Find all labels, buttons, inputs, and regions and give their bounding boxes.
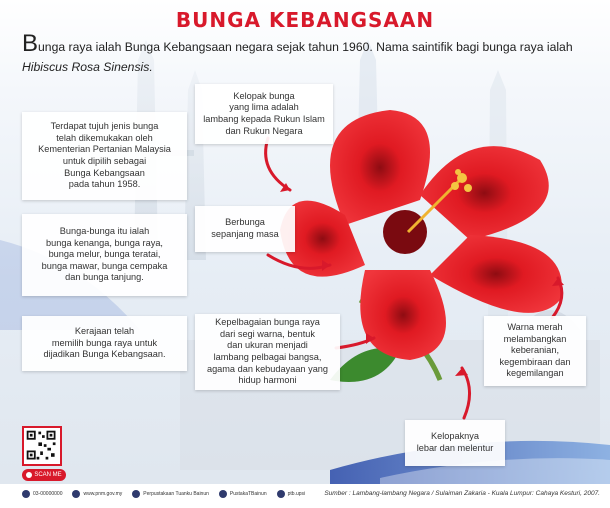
qr-code-icon[interactable]	[22, 426, 62, 466]
footer-website[interactable]: www.pnm.gov.my	[72, 490, 122, 498]
phone-icon	[22, 490, 30, 498]
intro-dropcap: B	[22, 30, 39, 57]
fact-box-government-choice: Kerajaan telah memilih bunga raya untuk dijadikan Bunga Kebangsaan.	[22, 316, 187, 371]
arrow-blooming	[268, 255, 330, 268]
source-citation: Sumber : Lambang-lambang Negara / Sulaiman Zakaria - Kuala Lumpur: Cahaya Kesturi, 2007.	[324, 490, 600, 497]
arrow-wide-petals	[462, 368, 470, 418]
intro-paragraph	[22, 30, 602, 77]
globe-icon	[72, 490, 80, 498]
footer-instagram[interactable]: ptb.upsi	[277, 490, 306, 498]
fact-box-blooming: Berbunga sepanjang masa	[195, 206, 295, 252]
page-title: BUNGA KEBANGSAAN	[175, 8, 435, 32]
fact-box-red-color: Warna merah melambangkan keberanian, kegembiraan dan kegemilangan	[484, 316, 586, 386]
arrow-petals	[266, 138, 290, 190]
scan-me-label: SCAN ME	[34, 472, 62, 478]
fact-box-wide-petals: Kelopaknya lebar dan melentur	[405, 420, 505, 466]
scan-icon	[26, 472, 32, 478]
qr-code-block[interactable]	[22, 426, 66, 480]
fact-box-flower-list: Bunga-bunga itu ialah bunga kenanga, bunga raya, bunga melur, bunga teratai, bunga mawar, bunga cempaka dan bunga tanjung.	[22, 214, 187, 296]
scan-me-button[interactable]	[22, 469, 66, 481]
intro-text: unga raya ialah Bunga Kebangsaan negara sejak tahun 1960. Nama saintifik bagi bunga raya ialah	[38, 40, 573, 54]
fact-box-seven-types: Terdapat tujuh jenis bunga telah dikemukakan oleh Kementerian Pertanian Malaysia untuk dipilih sebagai Bunga Kebangsaan pada tahun 1958.	[22, 112, 187, 200]
instagram-icon	[277, 490, 285, 498]
footer-facebook[interactable]: Perpustakaan Tuanku Bainun	[132, 490, 209, 498]
twitter-icon	[219, 490, 227, 498]
footer-twitter[interactable]: PustakaTBainun	[219, 490, 267, 498]
fact-box-diversity: Kepelbagaian bunga raya dari segi warna, bentuk dan ukuran menjadi lambang pelbagai bangsa, agama dan kebudayaan yang hidup harmoni	[195, 314, 340, 390]
scientific-name: Hibiscus Rosa Sinensis.	[22, 60, 153, 74]
fact-box-five-petals: Kelopak bunga yang lima adalah lambang kepada Rukun Islam dan Rukun Negara	[195, 84, 333, 144]
footer-phone[interactable]: 03-00000000	[22, 490, 62, 498]
facebook-icon	[132, 490, 140, 498]
